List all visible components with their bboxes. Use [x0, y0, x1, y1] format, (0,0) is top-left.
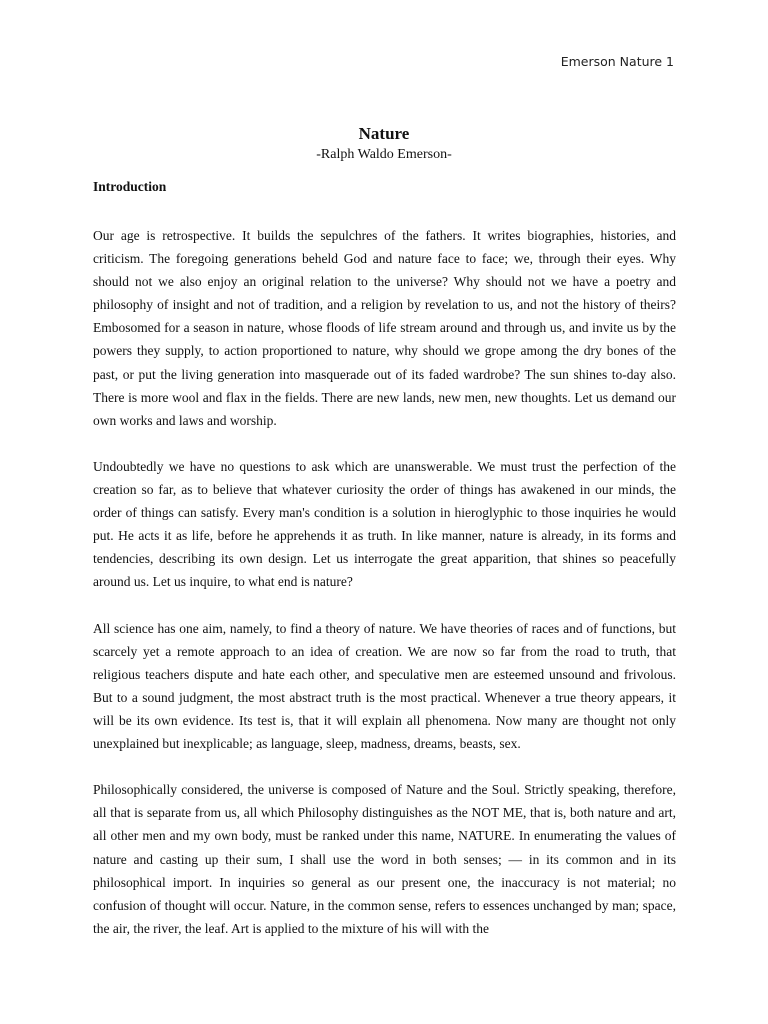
- paragraph-4: Philosophically considered, the universe is composed of Nature and the Soul. Strictly speaking, therefore, all that is separate from us, all which Philosophy distinguishes as the NOT ME, that is, both nature and art, all other men and my own body, must be ranked under this name, NATURE. In enumerating the values of nature and casting up their sum, I shall use the word in both senses; — in its common and in its philosophical import. In inquiries so general as our present one, the inaccuracy is not material; no confusion of thought will occur. Nature, in the common sense, refers to essences unchanged by man; space, the air, the river, the leaf. Art is applied to the mixture of his will with the: [93, 782, 676, 936]
- running-header: Emerson Nature 1: [560, 54, 674, 69]
- paragraph-1: Our age is retrospective. It builds the sepulchres of the fathers. It writes biographies, histories, and criticism. The foregoing generations beheld God and nature face to face; we, through their eyes. Why should not we also enjoy an original relation to the universe? Why should not we have a poetry and philosophy of insight and not of tradition, and a religion by revelation to us, and not the history of theirs? Embosomed for a season in nature, whose floods of life stream around and through us, and invite us by the powers they supply, to action proportioned to nature, why should we grope among the dry bones of the past, or put the living generation into masquerade out of its faded wardrobe? The sun shines to-day also. There is more wool and flax in the fields. There are new lands, new men, new thoughts. Let us demand our own works and laws and worship.: [93, 228, 676, 428]
- section-heading: Introduction: [93, 179, 167, 194]
- document-author: -Ralph Waldo Emerson-: [316, 147, 452, 162]
- document-body: [93, 224, 676, 963]
- paragraph-3: All science has one aim, namely, to find a theory of nature. We have theories of races and of functions, but scarcely yet a remote approach to an idea of creation. We are now so far from the road to truth, that religious teachers dispute and hate each other, and speculative men are esteemed unsound and frivolous. But to a sound judgment, the most abstract truth is the most practical. Whenever a true theory appears, it will be its own evidence. Its test is, that it will explain all phenomena. Now many are thought not only unexplained but inexplicable; as language, sleep, madness, dreams, beasts, sex.: [93, 620, 676, 752]
- paragraph-2: Undoubtedly we have no questions to ask which are unanswerable. We must trust the perfection of the creation so far, as to believe that whatever curiosity the order of things has awakened in our minds, the order of things can satisfy. Every man's condition is a solution in hieroglyphic to those inquiries he would put. He acts it as life, before he apprehends it as truth. In like manner, nature is already, in its forms and tendencies, describing its own design. Let us interrogate the great apparition, that shines so peacefully around us. Let us inquire, to what end is nature?: [93, 458, 676, 590]
- document-title: Nature: [358, 124, 410, 143]
